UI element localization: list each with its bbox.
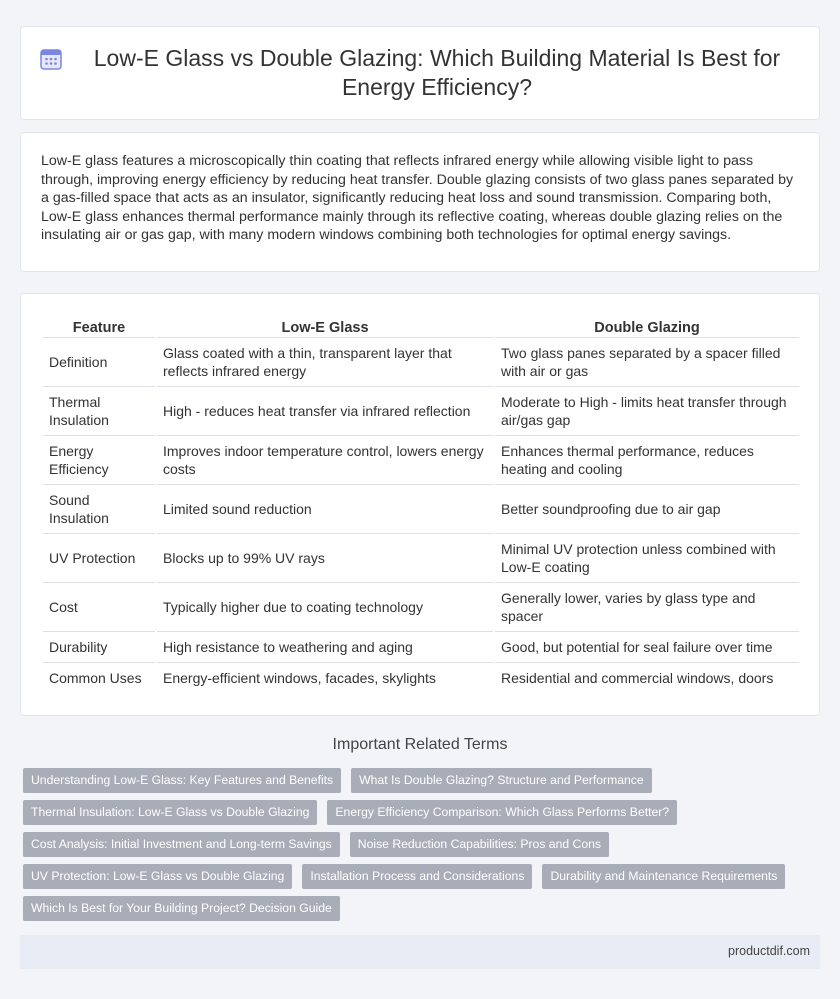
tag-row [23, 896, 803, 928]
row-double-glazing-value: Generally lower, varies by glass type and spacer [494, 582, 799, 631]
related-term-tag[interactable]: Which Is Best for Your Building Project? Decision Guide [23, 896, 340, 921]
intro-card [20, 132, 820, 272]
row-feature: Sound Insulation [43, 484, 156, 533]
row-feature: Cost [43, 582, 156, 631]
row-feature: Definition [43, 337, 156, 386]
row-low-e-value: Improves indoor temperature control, lowers energy costs [156, 435, 494, 484]
table-row [43, 435, 799, 484]
title-wrap [49, 44, 805, 102]
row-feature: UV Protection [43, 533, 156, 582]
row-double-glazing-value: Better soundproofing due to air gap [494, 484, 799, 533]
tag-row [23, 864, 803, 896]
row-feature: Common Uses [49, 669, 142, 686]
tag-row [23, 832, 803, 864]
comparison-table-card [20, 293, 820, 716]
related-term-tag[interactable]: Noise Reduction Capabilities: Pros and Cons [350, 832, 609, 857]
table-row [43, 582, 799, 631]
table-row [43, 662, 799, 693]
header-double-glazing: Double Glazing [494, 315, 799, 337]
row-double-glazing-value: Enhances thermal performance, reduces heating and cooling [494, 435, 799, 484]
table-row [43, 386, 799, 435]
related-term-tag[interactable]: Installation Process and Considerations [302, 864, 532, 889]
related-terms-list [23, 768, 803, 928]
tag-row [23, 768, 803, 800]
row-low-e-value: Typically higher due to coating technology [156, 582, 494, 631]
intro-paragraph: Low-E glass features a microscopically thin coating that reflects infrared energy while allowing visible light to pass through, improving energy efficiency by reducing heat transfer. Double glazing consists of two glass panes separated by a gas-filled space that acts as an insulator, significantly reducing heat loss and sound transmission. Comparing both, Low-E glass enhances thermal performance mainly through its reflective coating, whereas double glazing relies on the insulating air or gas gap, with many modern windows combining both technologies for optimal energy savings. [41, 153, 794, 244]
table-row [43, 484, 799, 533]
comparison-table [43, 315, 799, 693]
row-double-glazing-value: Moderate to High - limits heat transfer through air/gas gap [494, 386, 799, 435]
related-term-tag[interactable]: Understanding Low-E Glass: Key Features and Benefits [23, 768, 341, 793]
row-double-glazing-value: Residential and commercial windows, doors [494, 662, 799, 693]
row-double-glazing-value: Two glass panes separated by a spacer filled with air or gas [494, 337, 799, 386]
row-low-e-value: Blocks up to 99% UV rays [156, 533, 494, 582]
row-double-glazing-value: Minimal UV protection unless combined with Low-E coating [494, 533, 799, 582]
table-row [43, 337, 799, 386]
header-feature: Feature [43, 315, 156, 337]
header-card [20, 26, 820, 120]
related-term-tag[interactable]: Durability and Maintenance Requirements [542, 864, 785, 889]
footer [20, 935, 820, 969]
tag-row [23, 800, 803, 832]
row-feature: Durability [43, 631, 156, 662]
row-feature: Energy Efficiency [43, 435, 156, 484]
header-low-e-glass: Low-E Glass [156, 315, 494, 337]
row-low-e-value: Glass coated with a thin, transparent layer that reflects infrared energy [156, 337, 494, 386]
related-terms-title: Important Related Terms [332, 736, 508, 753]
table-row [43, 533, 799, 582]
row-low-e-value: Energy-efficient windows, facades, skylights [156, 662, 494, 693]
footer-site-link[interactable]: productdif.com [728, 944, 810, 958]
related-term-tag[interactable]: UV Protection: Low-E Glass vs Double Glazing [23, 864, 292, 889]
related-term-tag[interactable]: What Is Double Glazing? Structure and Performance [351, 768, 652, 793]
related-term-tag[interactable]: Cost Analysis: Initial Investment and Long-term Savings [23, 832, 340, 857]
row-low-e-value: High - reduces heat transfer via infrared reflection [156, 386, 494, 435]
row-double-glazing-value: Good, but potential for seal failure over time [494, 631, 799, 662]
related-term-tag[interactable]: Energy Efficiency Comparison: Which Glass Performs Better? [327, 800, 677, 825]
row-low-e-value: Limited sound reduction [156, 484, 494, 533]
row-feature: Thermal Insulation [43, 386, 156, 435]
table-row [43, 631, 799, 662]
page-title: Low-E Glass vs Double Glazing: Which Building Material Is Best for Energy Efficiency? [93, 45, 781, 100]
row-low-e-value: High resistance to weathering and aging [156, 631, 494, 662]
related-term-tag[interactable]: Thermal Insulation: Low-E Glass vs Double Glazing [23, 800, 317, 825]
table-header-row [43, 315, 799, 337]
